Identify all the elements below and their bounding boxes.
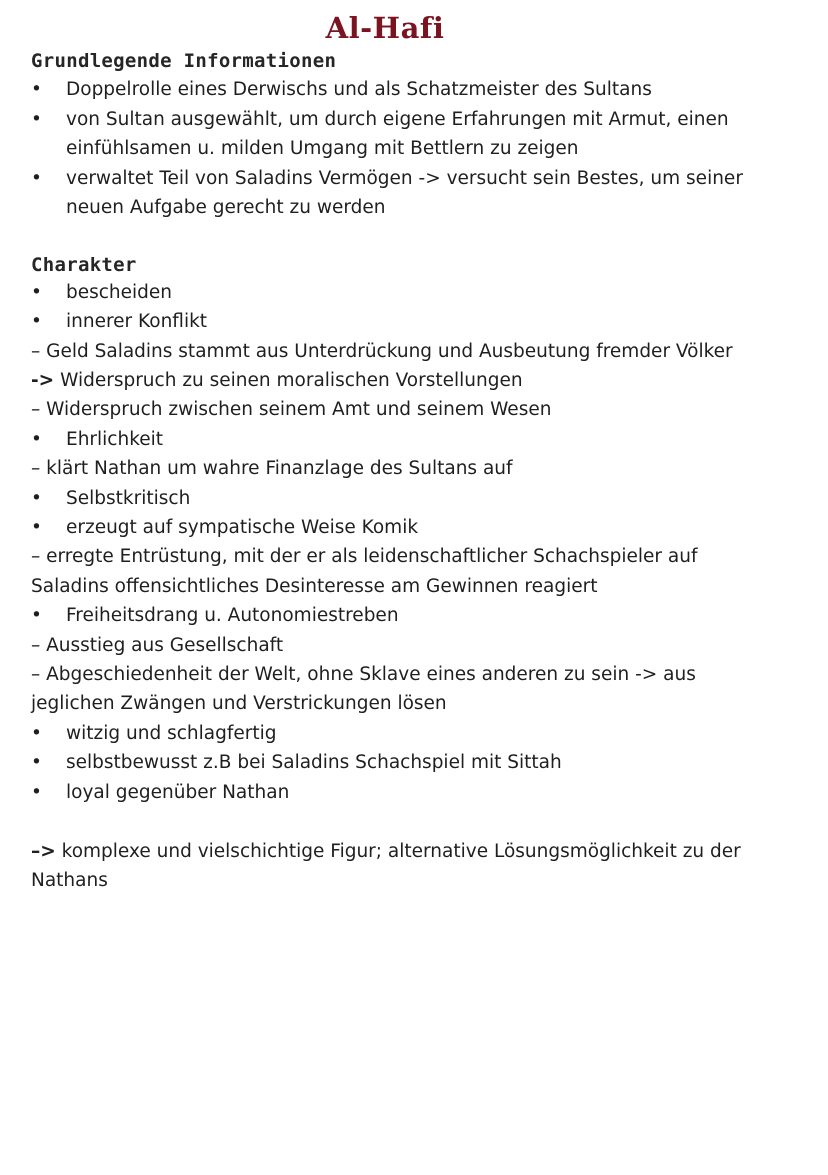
text-line-content: Widerspruch zu seinen moralischen Vorstellungen [54, 370, 523, 391]
text-line: Saladins offensichtliches Desinteresse am Gewinnen reagiert [31, 576, 598, 597]
arrow-prefix: –> [31, 841, 56, 862]
list-item-text: von Sultan ausgewählt, um durch eigene Erfahrungen mit Armut, einen [66, 109, 729, 130]
conclusion-line [31, 837, 741, 866]
bullet-marker: • [31, 79, 42, 100]
bullet-marker: • [31, 488, 42, 509]
list-item-continuation: einfühlsamen u. milden Umgang mit Bettlern zu zeigen [66, 138, 579, 159]
list-item-text: innerer Konflikt [66, 311, 208, 332]
bullet-marker: • [31, 605, 42, 626]
text-line: – klärt Nathan um wahre Finanzlage des Sultans auf [31, 458, 513, 479]
bullet-marker: • [31, 723, 42, 744]
bullet-marker: • [31, 752, 42, 773]
text-line: jeglichen Zwängen und Verstrickungen lösen [31, 693, 447, 714]
text-line [31, 366, 523, 395]
bullet-marker: • [31, 311, 42, 332]
list-item-text: Selbstkritisch [66, 488, 191, 509]
conclusion-line: Nathans [31, 870, 108, 891]
text-line: – Ausstieg aus Gesellschaft [31, 635, 284, 656]
list-item-text: Doppelrolle eines Derwischs und als Schatzmeister des Sultans [66, 79, 652, 100]
list-item-text: Ehrlichkeit [66, 429, 164, 450]
arrow-prefix: -> [31, 370, 55, 391]
text-line: – Abgeschiedenheit der Welt, ohne Sklave eines anderen zu sein -> aus [31, 664, 696, 685]
bullet-marker: • [31, 429, 42, 450]
text-line: – Widerspruch zwischen seinem Amt und seinem Wesen [31, 399, 552, 420]
list-item-text: Freiheitsdrang u. Autonomiestreben [66, 605, 399, 626]
bullet-marker: • [31, 517, 42, 538]
list-item-text: erzeugt auf sympatische Weise Komik [66, 517, 419, 538]
conclusion-text: komplexe und vielschichtige Figur; alternative Lösungsmöglichkeit zu der [55, 841, 741, 862]
bullet-marker: • [31, 282, 42, 303]
list-item-text: loyal gegenüber Nathan [66, 782, 290, 803]
section-heading-character: Charakter [31, 254, 137, 276]
list-item-text: selbstbewusst z.B bei Saladins Schachspiel mit Sittah [66, 752, 562, 773]
bullet-marker: • [31, 168, 42, 189]
list-item-text: bescheiden [66, 282, 173, 303]
page-title: Al-Hafi [325, 11, 445, 45]
section-heading-basic: Grundlegende Informationen [31, 50, 337, 72]
bullet-marker: • [31, 782, 42, 803]
list-item-text: witzig und schlagfertig [66, 723, 277, 744]
text-line: – erregte Entrüstung, mit der er als leidenschaftlicher Schachspieler auf [31, 546, 698, 567]
list-item-text: verwaltet Teil von Saladins Vermögen -> versucht sein Bestes, um seiner [66, 168, 743, 189]
text-line: – Geld Saladins stammt aus Unterdrückung und Ausbeutung fremder Völker [31, 341, 733, 362]
bullet-marker: • [31, 109, 42, 130]
list-item-continuation: neuen Aufgabe gerecht zu werden [66, 197, 386, 218]
